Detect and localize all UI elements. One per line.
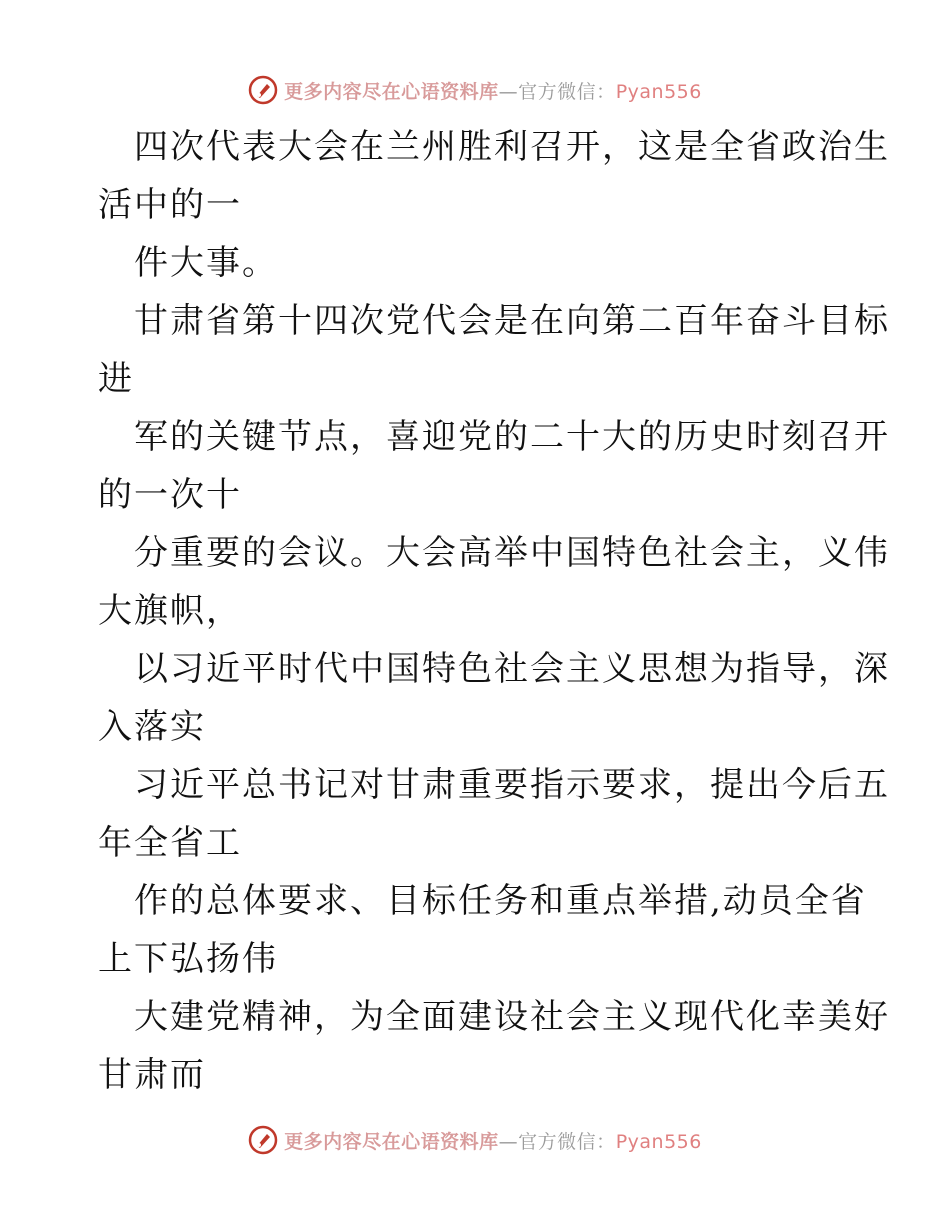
banner-brand: 更多内容尽在心语资料库 [284, 1130, 499, 1153]
banner-wechat-label: 官方微信： [518, 80, 616, 103]
body-line: 年全省工 [98, 823, 242, 863]
pen-nib-seal-icon [248, 75, 278, 105]
body-line: 入落实 [98, 707, 206, 747]
body-line: 四次代表大会在兰州胜利召开，这是全省政治生 [134, 127, 890, 167]
banner-text [284, 1127, 702, 1154]
document-body [98, 118, 890, 1104]
banner-brand: 更多内容尽在心语资料库 [284, 80, 499, 103]
banner-wechat-id: Pyan556 [615, 1130, 702, 1153]
body-line: 大旗帜， [98, 591, 242, 631]
footer-watermark-banner [0, 1120, 950, 1160]
body-line: 大建党精神，为全面建设社会主义现代化幸美好 [134, 997, 890, 1037]
header-watermark-banner [0, 70, 950, 110]
body-line: 分重要的会议。大会高举中国特色社会主，义伟 [134, 533, 890, 573]
banner-text [284, 77, 702, 104]
body-line: 作的总体要求、目标任务和重点举措,动员全省 [134, 881, 867, 921]
banner-wechat-label: 官方微信： [518, 1130, 616, 1153]
body-line: 习近平总书记对甘肃重要指示要求，提出今后五 [134, 765, 890, 805]
body-line: 军的关键节点，喜迎党的二十大的历史时刻召开 [134, 417, 890, 457]
banner-wechat-id: Pyan556 [615, 80, 702, 103]
body-line: 甘肃省第十四次党代会是在向第二百年奋斗目标 [134, 301, 890, 341]
pen-nib-seal-icon [248, 1125, 278, 1155]
body-line: 进 [98, 359, 134, 399]
body-line: 上下弘扬伟 [98, 939, 278, 979]
body-line: 甘肃而 [98, 1055, 206, 1095]
banner-dash: — [498, 1130, 519, 1153]
body-line: 的一次十 [98, 475, 242, 515]
body-line: 以习近平时代中国特色社会主义思想为指导，深 [134, 649, 890, 689]
body-line: 件大事。 [134, 243, 278, 283]
body-line: 活中的一 [98, 185, 242, 225]
banner-dash: — [498, 80, 519, 103]
